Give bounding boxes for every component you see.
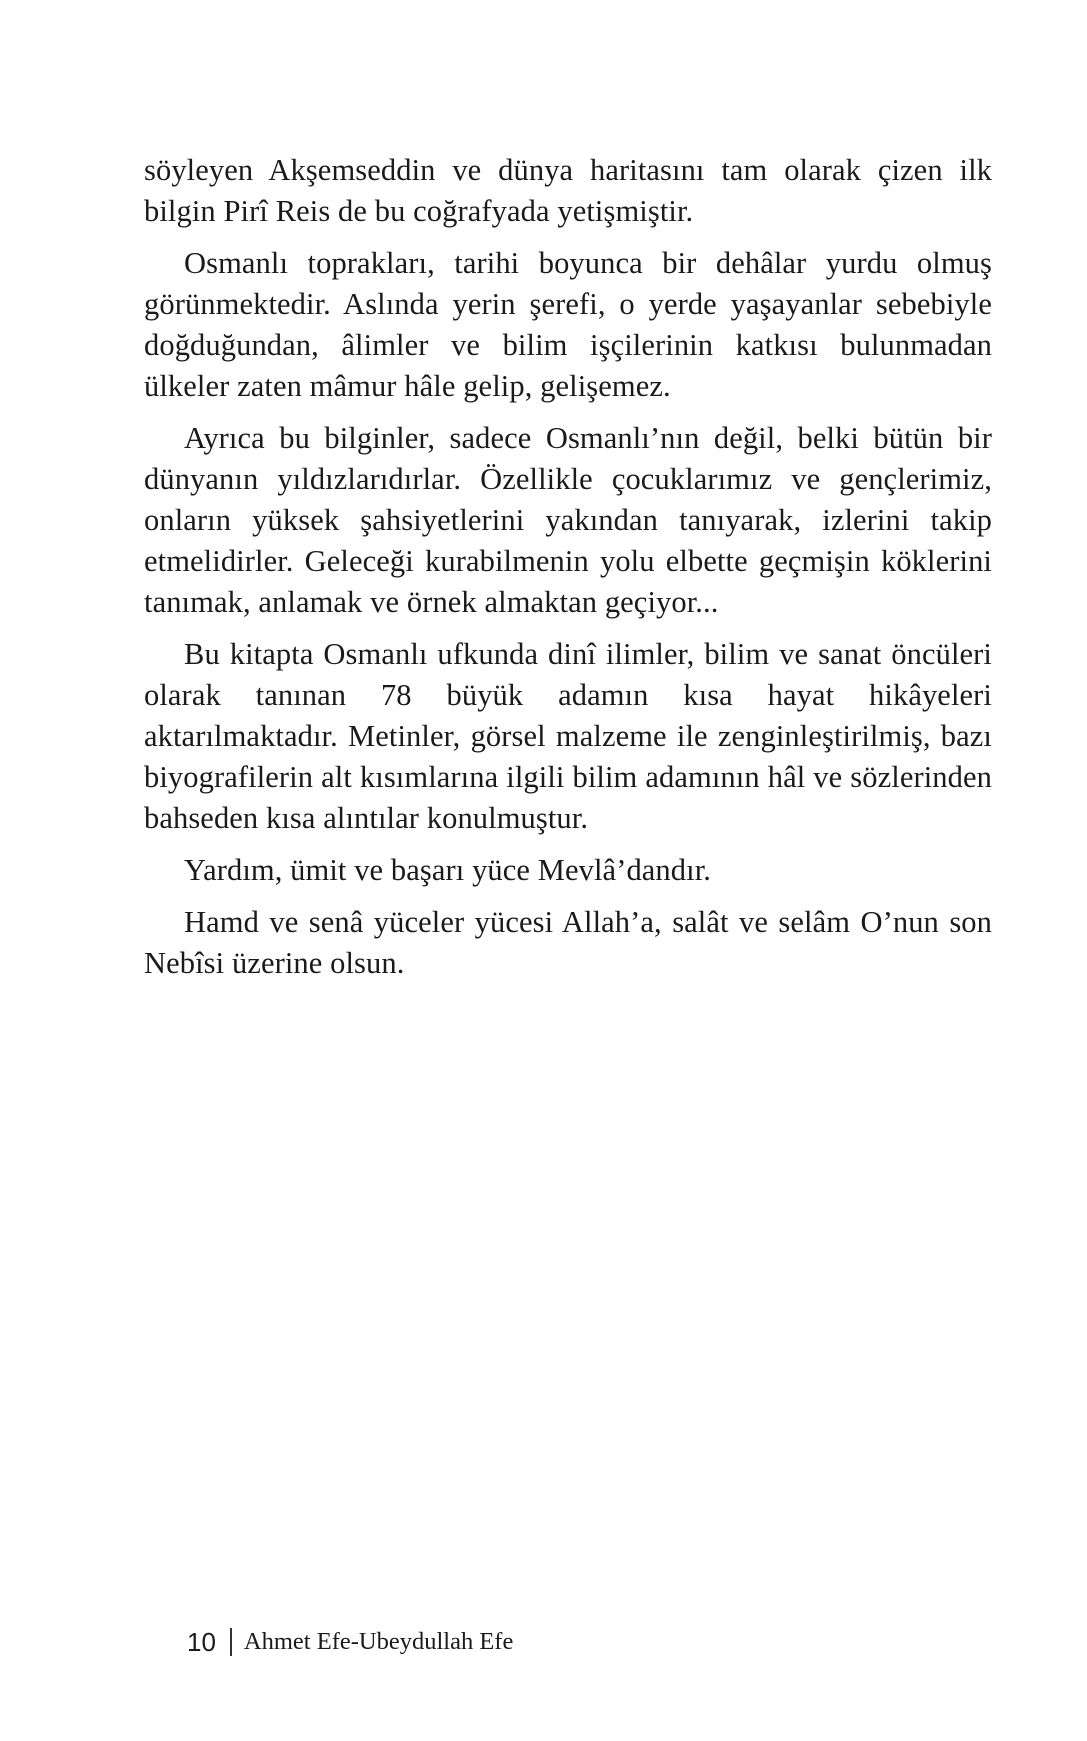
body-text [144,150,992,995]
paragraph: Osmanlı toprakları, tarihi boyunca bir dehâlar yurdu olmuş görünmektedir. Aslında yerin şerefi, o yerde yaşayanlar sebebiyle doğduğundan, âlimler ve bilim işçilerinin katkısı bulunmadan ülkeler zaten mâmur hâle gelip, gelişemez. [144,246,992,403]
page-footer [187,1622,513,1662]
paragraph: Hamd ve senâ yüceler yücesi Allah’a, salât ve selâm O’nun son Nebîsi üzerine olsun. [144,905,992,980]
paragraph: Yardım, ümit ve başarı yüce Mevlâ’dandır. [184,853,712,887]
footer-separator [230,1628,232,1656]
paragraph: Bu kitapta Osmanlı ufkunda dinî ilimler, bilim ve sanat öncüleri olarak tanınan 78 büyük adamın kısa hayat hikâyeleri aktarılmaktadır. Metinler, görsel malzeme ile zenginleştirilmiş, bazı biyografilerin alt kısımlarına ilgili bilim adamının hâl ve sözlerinden bahseden kısa alıntılar konulmuştur. [144,637,992,835]
running-head-authors: Ahmet Efe-Ubeydullah Efe [243,1628,514,1655]
paragraph-continuation: söyleyen Akşemseddin ve dünya haritasını tam olarak çizen ilk bilgin Pirî Reis de bu coğrafyada yetişmiştir. [144,153,992,228]
page-number: 10 [187,1626,216,1657]
paragraph: Ayrıca bu bilginler, sadece Osmanlı’nın değil, belki bütün bir dünyanın yıldızlarıdırlar. Özellikle çocuklarımız ve gençlerimiz, onların yüksek şahsiyetlerini yakından tanıyarak, izlerini takip etmelidirler. Geleceği kurabilmenin yolu elbette geçmişin köklerini tanımak, anlamak ve örnek almaktan geçiyor... [144,421,992,619]
